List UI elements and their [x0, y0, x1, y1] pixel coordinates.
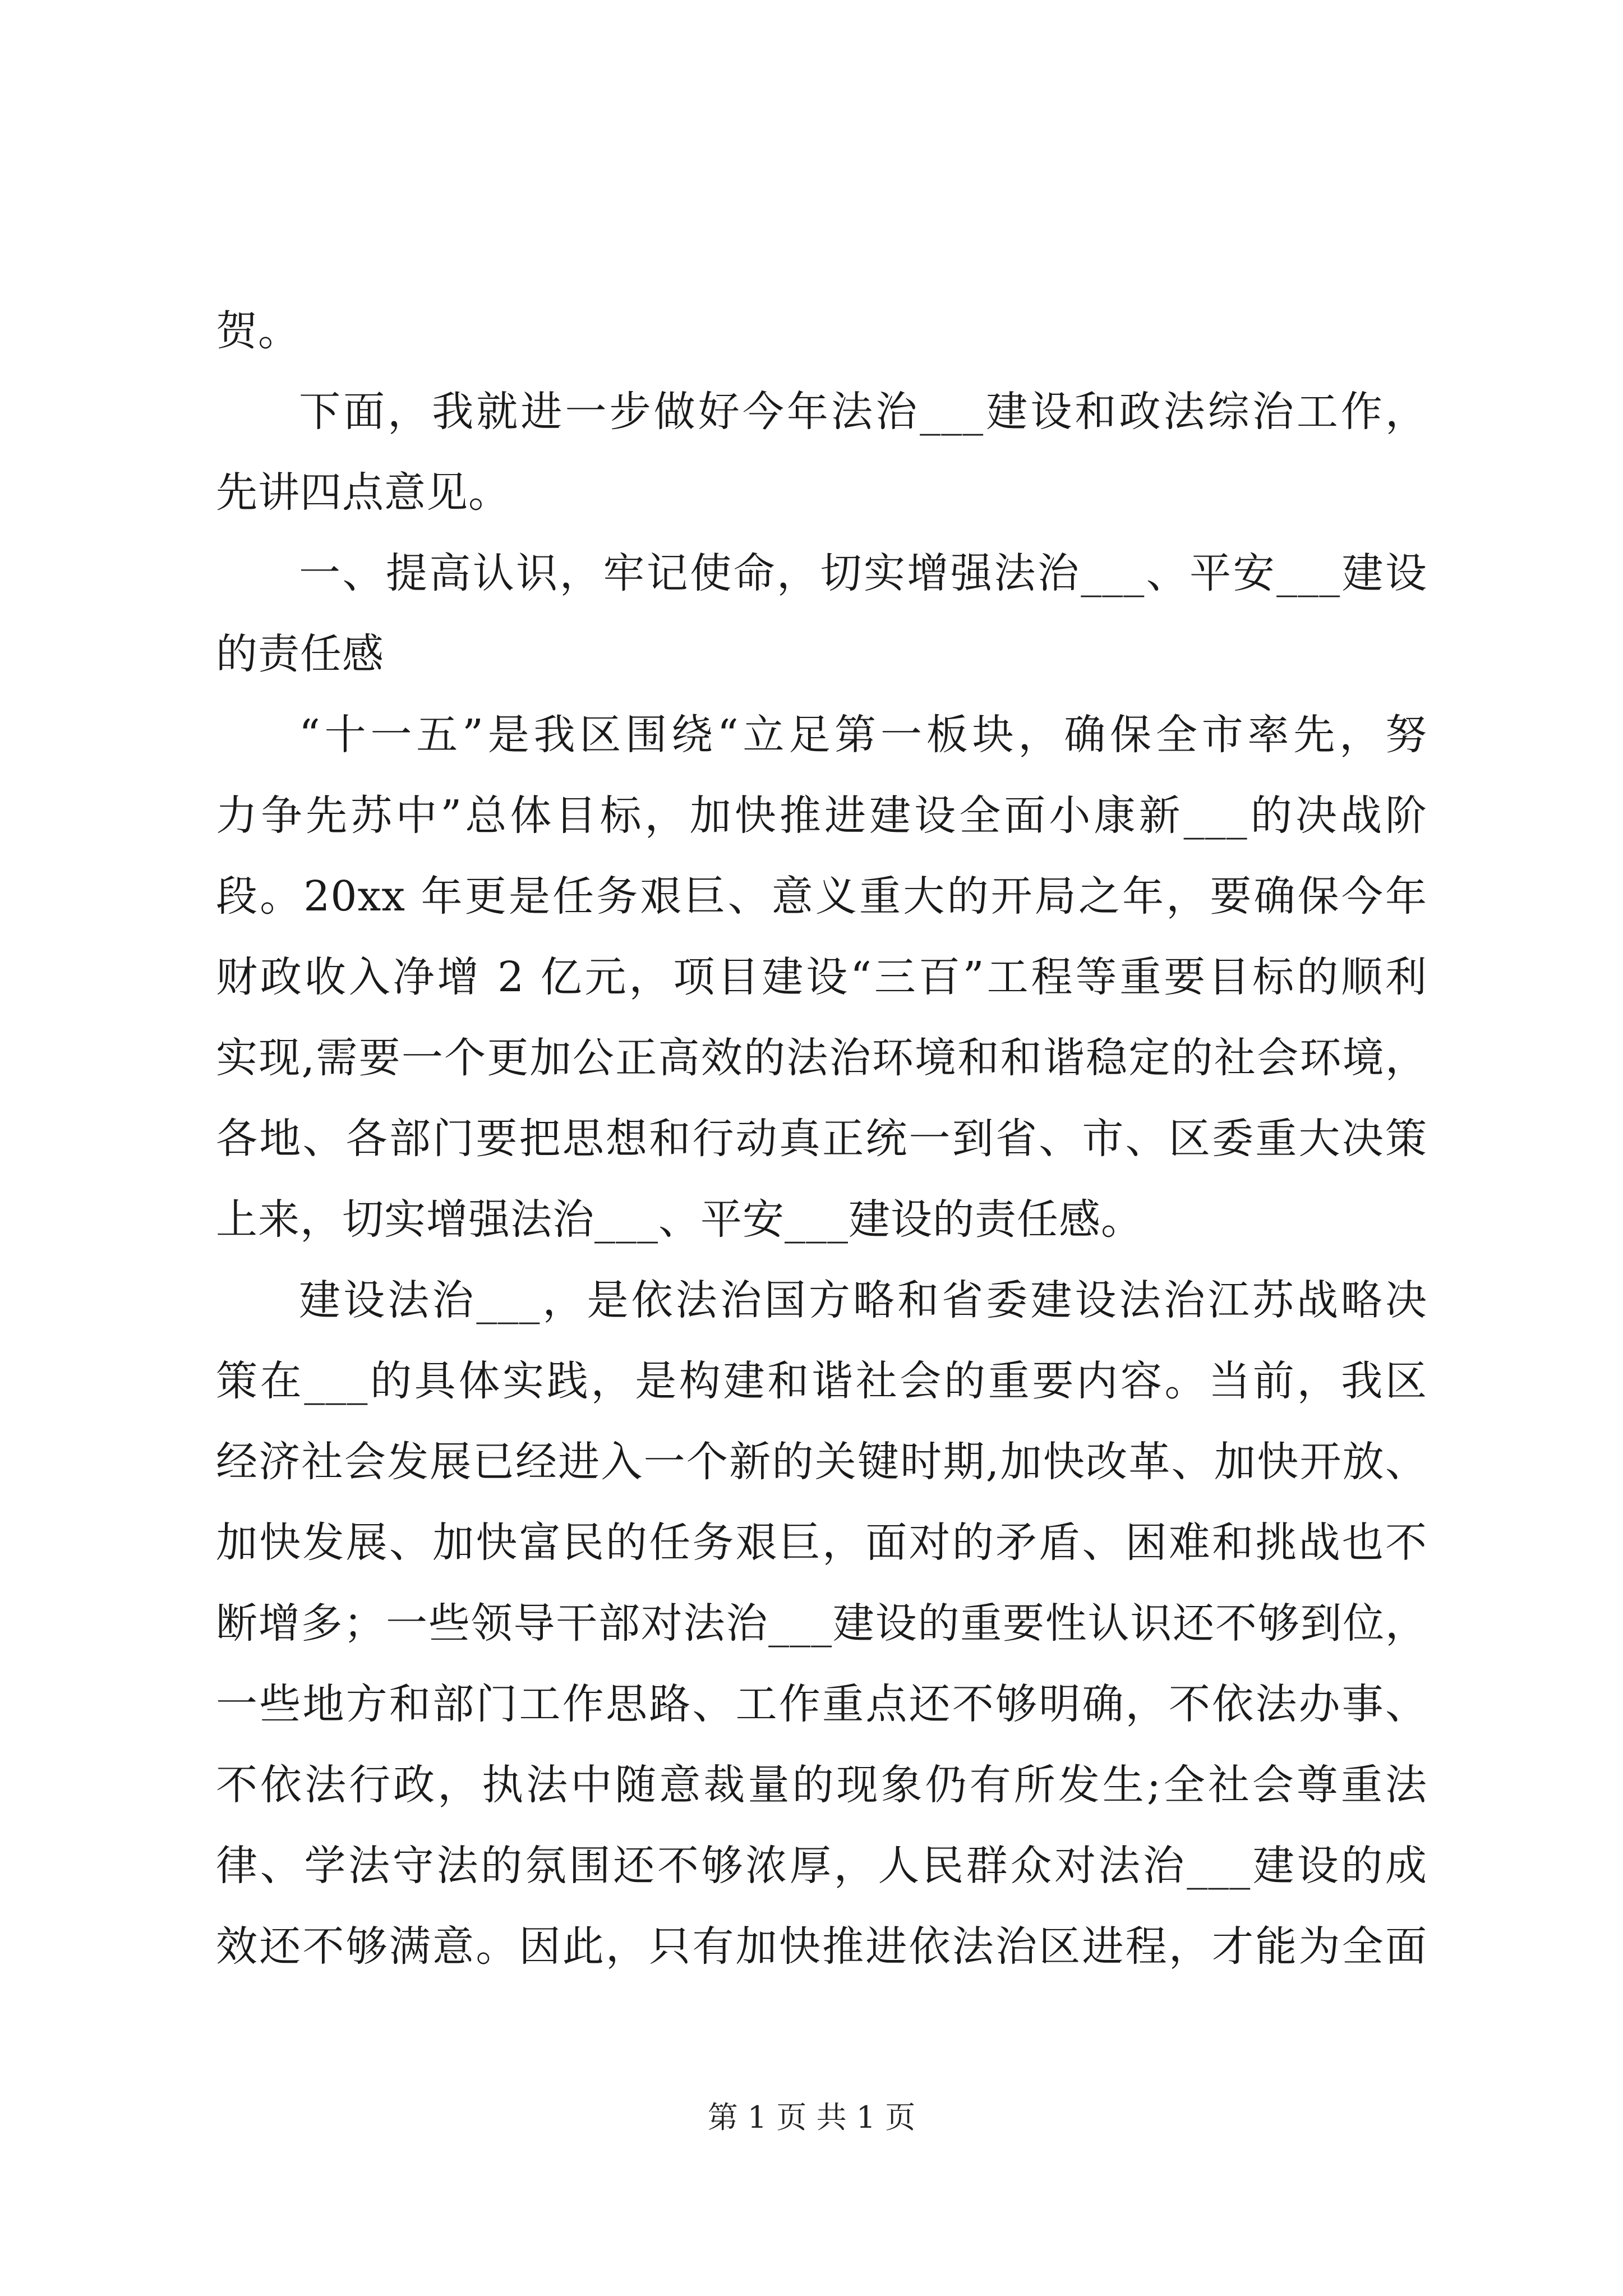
text-line: 力争先苏中”总体目标，加快推进建设全面小康新___的决战阶: [216, 792, 1427, 840]
text-line: “十一五”是我区围绕“立足第一板块，确保全市率先，努: [299, 711, 1427, 759]
text-line: 效还不够满意。因此，只有加快推进依法治区进程，才能为全面: [216, 1922, 1427, 1971]
text-line: 经济社会发展已经进入一个新的关键时期,加快改革、加快开放、: [216, 1438, 1427, 1486]
section-heading-line: 一、提高认识，牢记使命，切实增强法治___、平安___建设: [299, 549, 1427, 597]
section-heading-line: 的责任感: [216, 630, 384, 678]
text-line: 建设法治___，是依法治国方略和省委建设法治江苏战略决: [299, 1276, 1427, 1324]
text-line: 先讲四点意见。: [216, 468, 510, 517]
text-line: 实现,需要一个更加公正高效的法治环境和和谐稳定的社会环境，: [216, 1034, 1427, 1082]
text-line: 律、学法守法的氛围还不够浓厚，人民群众对法治___建设的成: [216, 1842, 1427, 1890]
text-line: 策在___的具体实践，是构建和谐社会的重要内容。当前，我区: [216, 1357, 1427, 1405]
text-line: 不依法行政，执法中随意裁量的现象仍有所发生;全社会尊重法: [216, 1761, 1427, 1809]
text-line: 下面，我就进一步做好今年法治___建设和政法综治工作，: [299, 388, 1427, 436]
text-line: 各地、各部门要把思想和行动真正统一到省、市、区委重大决策: [216, 1115, 1427, 1163]
page-number-footer: 第 1 页 共 1 页: [707, 2100, 916, 2135]
text-line: 财政收入净增 2 亿元，项目建设“三百”工程等重要目标的顺利: [216, 953, 1427, 1001]
text-line: 上来，切实增强法治___、平安___建设的责任感。: [216, 1195, 1143, 1244]
text-line: 一些地方和部门工作思路、工作重点还不够明确，不依法办事、: [216, 1680, 1427, 1728]
document-body: [216, 291, 1427, 1987]
text-line: 加快发展、加快富民的任务艰巨，面对的矛盾、困难和挑战也不: [216, 1519, 1427, 1567]
text-line: 断增多；一些领导干部对法治___建设的重要性认识还不够到位，: [216, 1599, 1427, 1648]
text-line: 段。20xx 年更是任务艰巨、意义重大的开局之年，要确保今年: [216, 872, 1427, 921]
text-line: 贺。: [216, 307, 300, 355]
